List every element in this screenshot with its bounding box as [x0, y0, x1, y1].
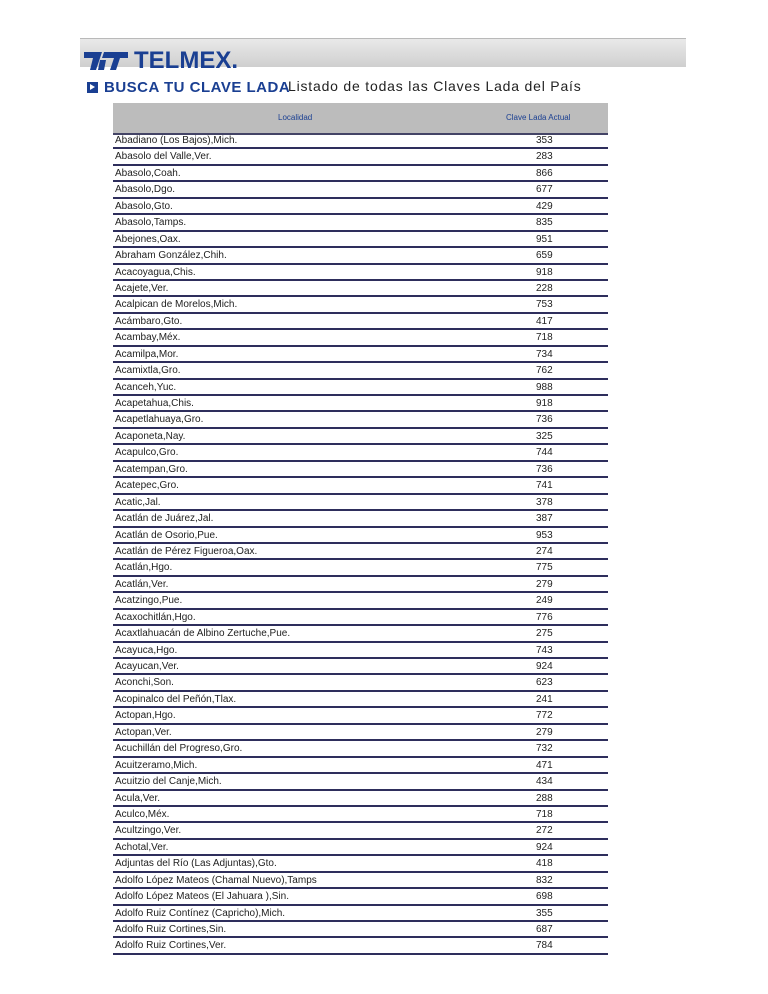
cell-clave: 387 [536, 513, 553, 525]
cell-clave: 734 [536, 348, 553, 360]
cell-clave: 288 [536, 792, 553, 804]
cell-clave: 275 [536, 628, 553, 640]
table-row [113, 265, 608, 281]
brand-name: TELMEX. [134, 47, 239, 74]
cell-localidad: Acatzingo,Pue. [115, 595, 183, 607]
cell-localidad: Acajete,Ver. [115, 282, 169, 294]
table-row [113, 889, 608, 905]
cell-clave: 677 [536, 184, 553, 196]
cell-clave: 228 [536, 282, 553, 294]
cell-localidad: Acapetlahuaya,Gro. [115, 414, 204, 426]
cell-clave: 429 [536, 200, 553, 212]
cell-clave: 355 [536, 907, 553, 919]
cell-localidad: Abasolo,Tamps. [115, 217, 187, 229]
table-row [113, 495, 608, 511]
table-row [113, 659, 608, 675]
cell-localidad: Acamilpa,Mor. [115, 348, 179, 360]
cell-localidad: Acatempan,Gro. [115, 463, 188, 475]
cell-clave: 784 [536, 940, 553, 952]
page-title: Listado de todas las Claves Lada del País [288, 78, 582, 94]
cell-localidad: Acapulco,Gro. [115, 447, 179, 459]
table-row [113, 248, 608, 264]
cell-clave: 325 [536, 430, 553, 442]
table-row [113, 560, 608, 576]
table-row [113, 675, 608, 691]
cell-clave: 687 [536, 924, 553, 935]
table-row [113, 412, 608, 428]
cell-clave: 283 [536, 151, 553, 163]
cell-localidad: Acuchillán del Progreso,Gro. [115, 743, 243, 755]
table-row [113, 906, 608, 922]
table-row [113, 166, 608, 182]
cell-localidad: Abasolo del Valle,Ver. [115, 151, 212, 163]
table-row [113, 577, 608, 593]
table-row [113, 741, 608, 757]
table-row [113, 774, 608, 790]
table-row [113, 528, 608, 544]
cell-clave: 698 [536, 891, 553, 903]
table-row [113, 791, 608, 807]
cell-localidad: Acatlán,Hgo. [115, 562, 173, 574]
table-row [113, 610, 608, 626]
table-row [113, 347, 608, 363]
tagline-text: BUSCA TU CLAVE LADA [104, 78, 291, 96]
table-row [113, 199, 608, 215]
table-row [113, 626, 608, 642]
cell-localidad: Acopinalco del Peñón,Tlax. [115, 693, 237, 705]
cell-localidad: Abasolo,Dgo. [115, 184, 176, 196]
table-body [113, 133, 608, 955]
cell-clave: 241 [536, 693, 553, 705]
cell-clave: 924 [536, 841, 553, 853]
table-row [113, 380, 608, 396]
cell-clave: 623 [536, 677, 553, 689]
cell-clave: 835 [536, 217, 553, 229]
cell-localidad: Abejones,Oax. [115, 233, 181, 245]
cell-clave: 736 [536, 463, 553, 475]
cell-clave: 279 [536, 578, 553, 590]
tagline [87, 78, 290, 96]
cell-clave: 951 [536, 233, 553, 245]
table-row [113, 708, 608, 724]
cell-localidad: Acaxochitlán,Hgo. [115, 611, 196, 623]
table-row [113, 215, 608, 231]
cell-localidad: Abasolo,Coah. [115, 167, 181, 179]
cell-clave: 418 [536, 858, 553, 870]
cell-clave: 744 [536, 447, 553, 459]
table-row [113, 363, 608, 379]
cell-clave: 353 [536, 135, 553, 146]
column-header-clave: Clave Lada Actual [506, 113, 571, 122]
table-row [113, 330, 608, 346]
cell-clave: 272 [536, 825, 553, 837]
cell-clave: 918 [536, 266, 553, 278]
table-row [113, 281, 608, 297]
cell-clave: 741 [536, 480, 553, 492]
cell-localidad: Acultzingo,Ver. [115, 825, 182, 837]
table-row [113, 643, 608, 659]
cell-clave: 832 [536, 874, 553, 886]
cell-localidad: Adolfo Ruiz Cortines,Sin. [115, 924, 227, 935]
cell-localidad: Acanceh,Yuc. [115, 381, 177, 393]
cell-clave: 953 [536, 529, 553, 541]
cell-clave: 762 [536, 365, 553, 377]
cell-clave: 776 [536, 611, 553, 623]
table-row [113, 511, 608, 527]
table-row [113, 873, 608, 889]
cell-localidad: Acayucan,Ver. [115, 661, 179, 672]
cell-clave: 732 [536, 743, 553, 755]
cell-localidad: Acámbaro,Gto. [115, 315, 183, 327]
cell-localidad: Achotal,Ver. [115, 841, 169, 853]
table-row [113, 462, 608, 478]
table-row [113, 478, 608, 494]
cell-clave: 249 [536, 595, 553, 607]
table-row [113, 725, 608, 741]
cell-localidad: Aconchi,Son. [115, 677, 174, 689]
table-row [113, 445, 608, 461]
table-row [113, 297, 608, 313]
cell-clave: 918 [536, 398, 553, 409]
table-row [113, 922, 608, 938]
cell-localidad: Acapetahua,Chis. [115, 398, 194, 409]
table-row [113, 692, 608, 708]
cell-localidad: Acatlán,Ver. [115, 578, 169, 590]
table-row [113, 840, 608, 856]
table-row [113, 396, 608, 412]
cell-localidad: Acaxtlahuacán de Albino Zertuche,Pue. [115, 628, 291, 640]
cell-clave: 866 [536, 167, 553, 179]
cell-localidad: Actopan,Ver. [115, 726, 172, 738]
cell-clave: 753 [536, 299, 553, 311]
table-row [113, 149, 608, 165]
cell-localidad: Acambay,Méx. [115, 332, 181, 344]
cell-localidad: Abadiano (Los Bajos),Mich. [115, 135, 238, 146]
cell-localidad: Acatlán de Pérez Figueroa,Oax. [115, 545, 258, 557]
cell-localidad: Abraham González,Chih. [115, 250, 227, 262]
table-row [113, 133, 608, 149]
cell-clave: 274 [536, 545, 553, 557]
table-row [113, 856, 608, 872]
cell-clave: 775 [536, 562, 553, 574]
cell-clave: 988 [536, 381, 553, 393]
cell-clave: 718 [536, 332, 553, 344]
cell-localidad: Acatlán de Osorio,Pue. [115, 529, 218, 541]
cell-localidad: Acatlán de Juárez,Jal. [115, 513, 214, 525]
cell-localidad: Acula,Ver. [115, 792, 161, 804]
table-row [113, 807, 608, 823]
cell-clave: 924 [536, 661, 553, 672]
cell-localidad: Actopan,Hgo. [115, 710, 176, 722]
cell-localidad: Acayuca,Hgo. [115, 644, 178, 656]
cell-localidad: Adjuntas del Río (Las Adjuntas),Gto. [115, 858, 277, 870]
cell-localidad: Acatic,Jal. [115, 496, 161, 508]
telmex-logo-icon [82, 46, 130, 72]
cell-clave: 772 [536, 710, 553, 722]
cell-localidad: Acamixtla,Gro. [115, 365, 181, 377]
cell-clave: 659 [536, 250, 553, 262]
table-row [113, 758, 608, 774]
cell-clave: 718 [536, 808, 553, 820]
cell-localidad: Acuitzio del Canje,Mich. [115, 776, 222, 788]
table-row [113, 429, 608, 445]
table-header [113, 103, 608, 135]
table-row [113, 314, 608, 330]
table-row [113, 823, 608, 839]
cell-localidad: Acaponeta,Nay. [115, 430, 186, 442]
table-row [113, 182, 608, 198]
cell-clave: 417 [536, 315, 553, 327]
cell-localidad: Acatepec,Gro. [115, 480, 179, 492]
table-row [113, 232, 608, 248]
arrow-right-icon [87, 82, 98, 93]
cell-clave: 378 [536, 496, 553, 508]
cell-localidad: Acalpican de Morelos,Mich. [115, 299, 238, 311]
cell-localidad: Aculco,Méx. [115, 808, 170, 820]
cell-localidad: Acacoyagua,Chis. [115, 266, 196, 278]
telmex-logo [82, 44, 262, 76]
cell-localidad: Abasolo,Gto. [115, 200, 173, 212]
cell-localidad: Adolfo Ruiz Cortines,Ver. [115, 940, 227, 952]
table-row [113, 544, 608, 560]
cell-localidad: Acuitzeramo,Mich. [115, 759, 198, 771]
column-header-localidad: Localidad [278, 113, 313, 122]
cell-localidad: Adolfo López Mateos (El Jahuara ),Sin. [115, 891, 289, 903]
cell-clave: 434 [536, 776, 553, 788]
cell-clave: 743 [536, 644, 553, 656]
table-row [113, 938, 608, 954]
cell-clave: 279 [536, 726, 553, 738]
cell-clave: 471 [536, 759, 553, 771]
cell-localidad: Adolfo Ruiz Contínez (Capricho),Mich. [115, 907, 286, 919]
table-row [113, 593, 608, 609]
cell-clave: 736 [536, 414, 553, 426]
cell-localidad: Adolfo López Mateos (Chamal Nuevo),Tamps [115, 874, 317, 886]
